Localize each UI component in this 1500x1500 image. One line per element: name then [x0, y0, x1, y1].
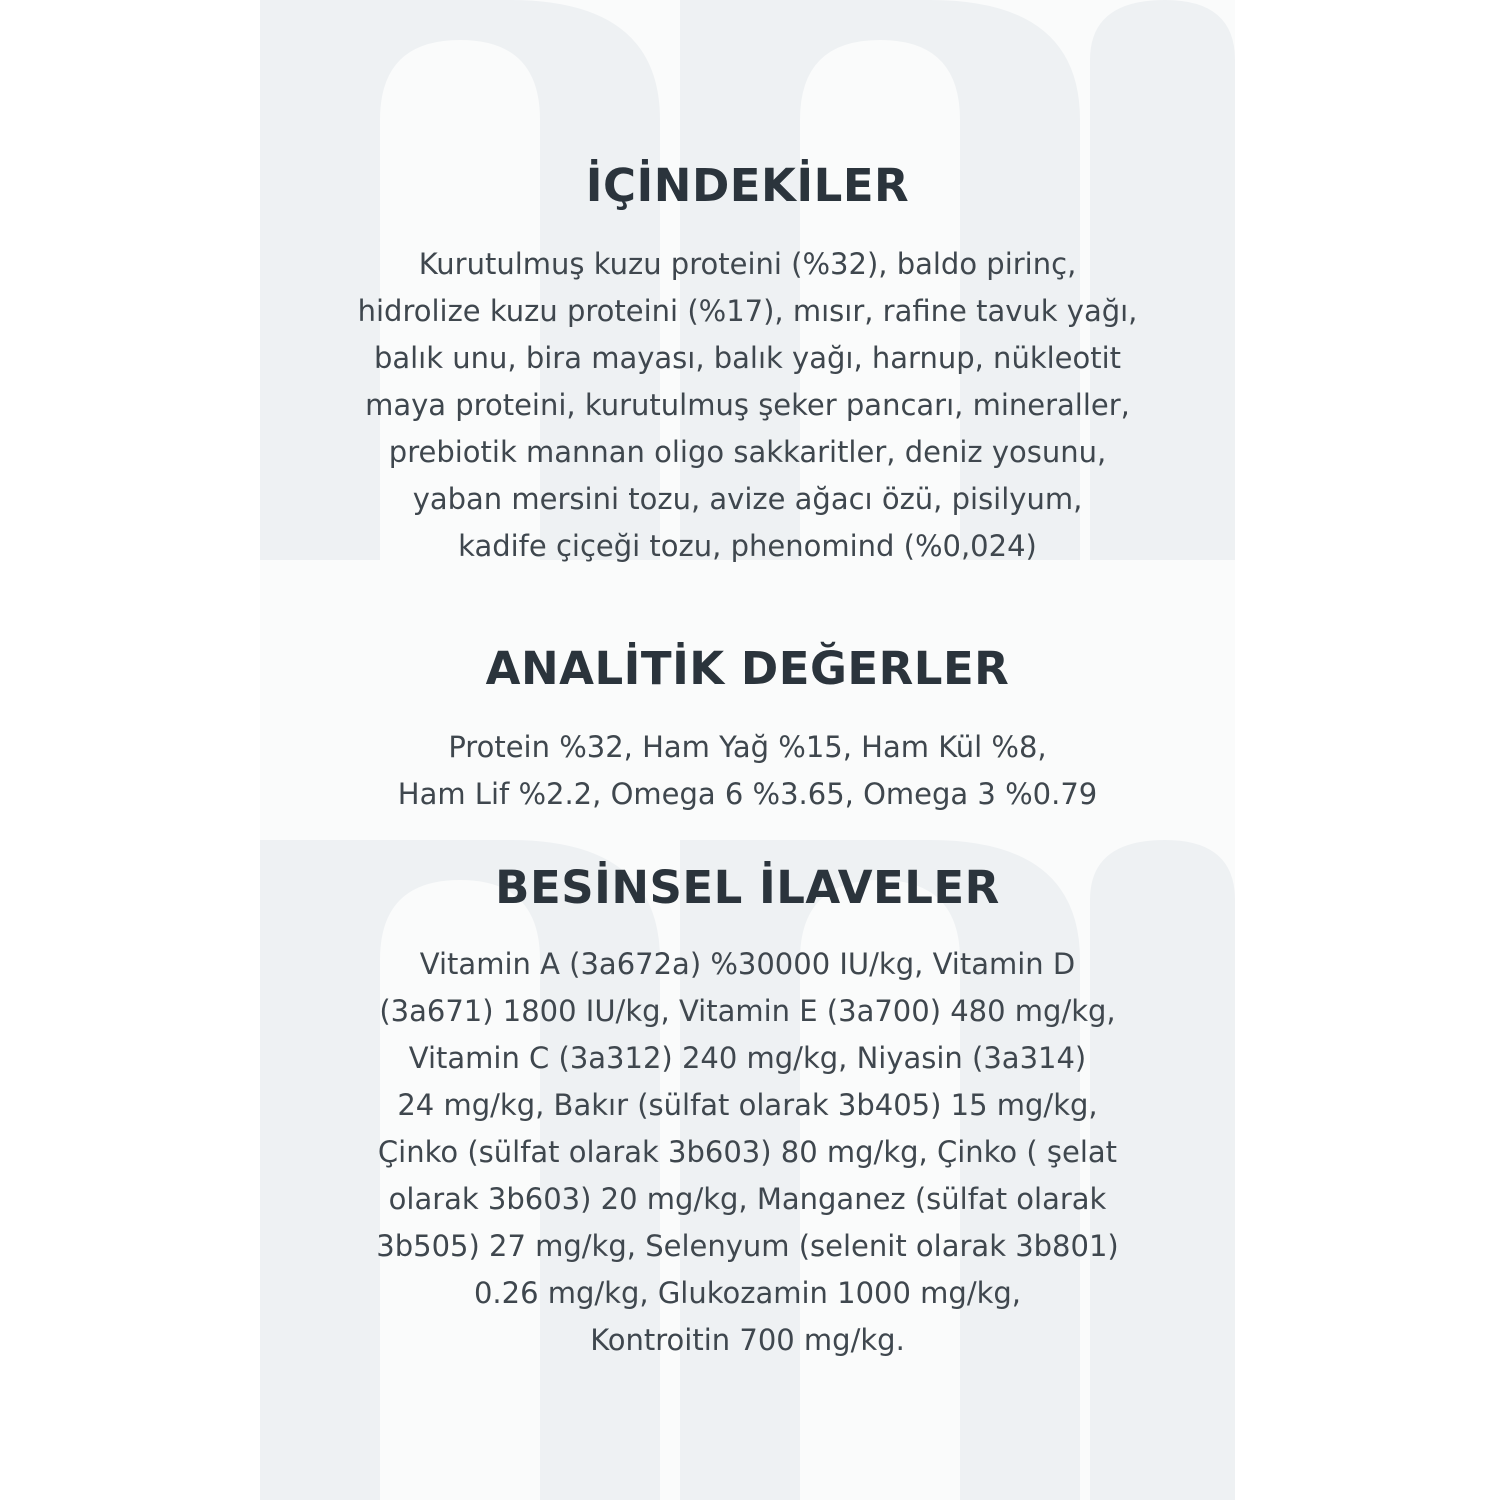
additives-text: Vitamin A (3a672a) %30000 IU/kg, Vitamin D (3a671) 1800 IU/kg, Vitamin E (3a700) 480 mg/kg, Vitamin C (3a312) 240 mg/kg, Niyasin (3a314) 24 mg/kg, Bakır (sülfat olarak 3b405) 15 mg/kg, Çinko (sülfat olarak 3b603) 80 mg/kg, Çinko ( şelat olarak 3b603) 20 mg/kg, Manganez (sülfat olarak 3b505) 27 mg/kg, Selenyum (selenit olarak 3b801) 0.26 mg/kg, Glukozamin 1000 mg/kg, Kontroitin 700 mg/kg. — [376, 947, 1119, 1357]
analytical-text: Protein %32, Ham Yağ %15, Ham Kül %8, Ham Lif %2.2, Omega 6 %3.65, Omega 3 %0.79 — [397, 730, 1098, 811]
label-content — [260, 0, 1235, 1500]
analytical-title: ANALİTİK DEĞERLER — [485, 642, 1010, 695]
additives-title: BESİNSEL İLAVELER — [495, 861, 1000, 914]
ingredients-text: Kurutulmuş kuzu proteini (%32), baldo pirinç, hidrolize kuzu proteini (%17), mısır, rafine tavuk yağı, balık unu, bira mayası, balık yağı, harnup, nükleotit maya proteini, kurutulmuş şeker pancarı, mineraller, prebiotik mannan oligo sakkaritler, deniz yosunu, yaban mersini tozu, avize ağacı özü, pisilyum, kadife çiçeği tozu, phenomind (%0,024) — [357, 247, 1138, 563]
ingredients-title: İÇİNDEKİLER — [585, 159, 910, 212]
